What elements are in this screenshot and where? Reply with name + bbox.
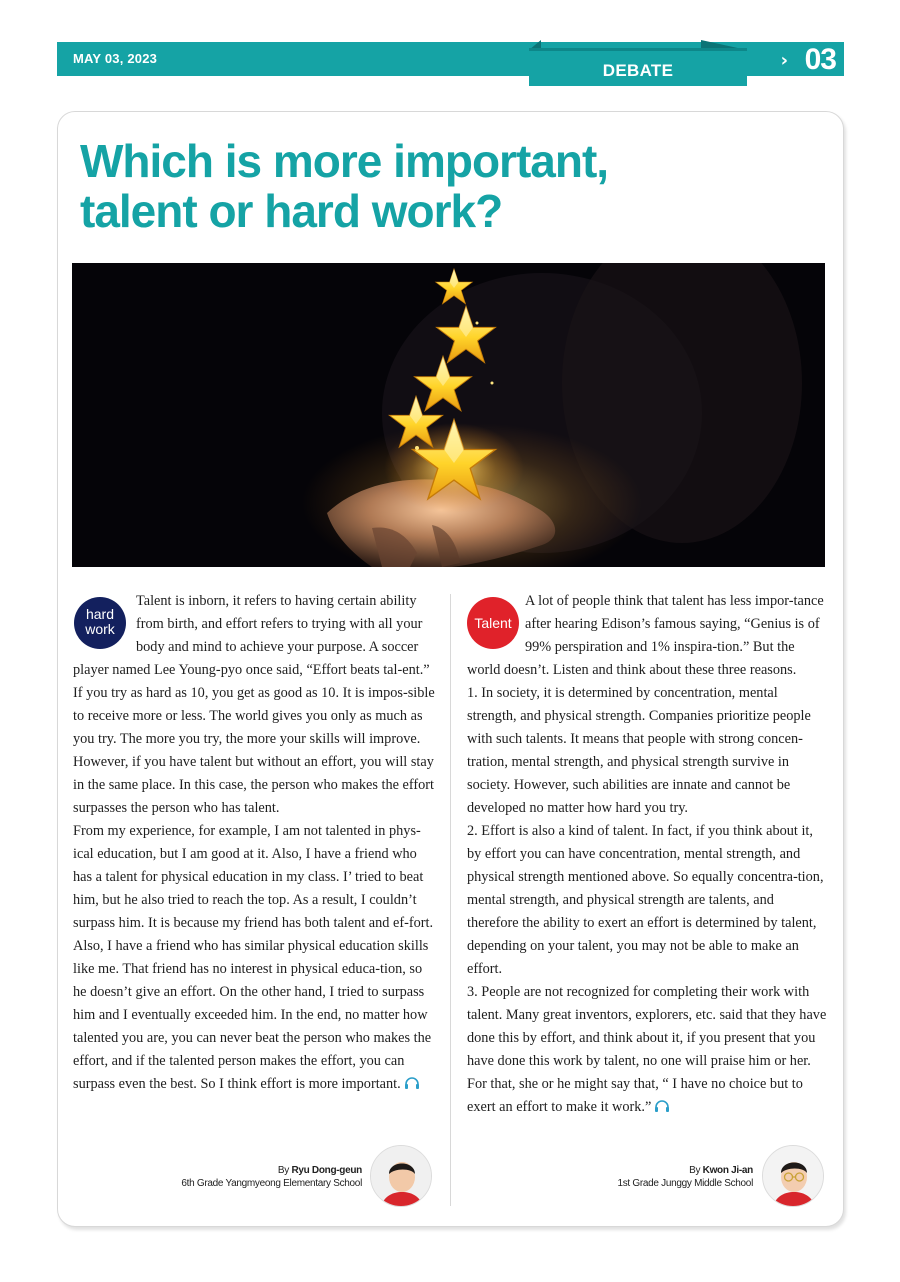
section-tab bbox=[529, 48, 747, 86]
paragraph: A lot of people think that talent has less impor-tance after hearing Edison’s famous saying, “Genius is of 99% perspiration and 1% inspira-tion.” But the world doesn’t. Listen and think about these three reasons. bbox=[467, 593, 824, 678]
badge-spacer bbox=[73, 590, 136, 647]
paragraph: 2. Effort is also a kind of talent. In fact, if you think about it, by effort you can have concentration, mental strength, and physical strength mentioned above. So equally concentra-tion, mental strength, and physical strength are talents, and therefore the ability to exert an effort is determined by talent, depending on your talent, you may not be able to make an effort. bbox=[467, 823, 824, 977]
section-label: DEBATE bbox=[602, 61, 674, 80]
badge-line-1: hard bbox=[85, 606, 115, 622]
paragraph: 1. In society, it is determined by concentration, mental strength, and physical strength. Companies prioritize people with such talents. It means that people with strong concen-tration, mental strength, and physical strength survive in society. However, such abilities are innate and cannot be developed no matter how hard you try. bbox=[467, 685, 811, 816]
column-divider bbox=[450, 594, 451, 1206]
stars-in-hand-illustration bbox=[72, 263, 825, 567]
hard-work-column bbox=[73, 590, 435, 1096]
student-portrait-icon bbox=[763, 1146, 824, 1207]
author-name: Ryu Dong-geun bbox=[291, 1165, 362, 1176]
student-portrait-icon bbox=[371, 1146, 432, 1207]
paragraph: If you try as hard as 10, you get as good as 10. It is impos-sible to receive more or less. The world gives you only as much as you try. The more you try, the more your skills will improve. However, if you have talent but without an effort, you will stay in the same place. In this case, the person who makes the effort surpasses the person who has talent. bbox=[73, 685, 435, 816]
author-name: Kwon Ji-an bbox=[702, 1165, 753, 1176]
page-number: 03 bbox=[804, 43, 836, 76]
title-line-1: Which is more important, bbox=[80, 135, 609, 187]
article-photo bbox=[72, 263, 825, 567]
byline-prefix: By bbox=[277, 1165, 289, 1176]
byline-prefix: By bbox=[689, 1165, 701, 1176]
paragraph bbox=[73, 820, 435, 1096]
badge-spacer bbox=[467, 590, 525, 647]
author-school: 6th Grade Yangmyeong Elementary School bbox=[181, 1178, 362, 1189]
avatar bbox=[370, 1145, 432, 1207]
title-line-2: talent or hard work? bbox=[80, 185, 503, 237]
author-school: 1st Grade Junggy Middle School bbox=[617, 1178, 753, 1189]
article-title bbox=[80, 136, 800, 236]
headphones-icon bbox=[654, 1100, 670, 1112]
issue-date: MAY 03, 2023 bbox=[73, 51, 158, 66]
paragraph-text: From my experience, for example, I am not talented in phys-ical education, but I am good at it. Also, I have a friend who has a talent for physical education in my class. I’ tried to beat him, but he also tried to reach the top. As a result, I couldn’t surpass him. It is because my friend has both talent and ef-fort. Also, I have a friend who has similar physical education skills like me. That friend has no interest in physical educa-tion, so he doesn’t give an effort. On the other hand, I tried to surpass him and I eventually exceeded him. In the end, no matter how talented you are, you can never beat the person who makes the effort, and if the talented person makes the effort, you can surpass even the best. So I think effort is more important. bbox=[73, 823, 434, 1092]
badge-line-2: work bbox=[85, 621, 115, 637]
paragraph bbox=[467, 981, 829, 1119]
left-byline bbox=[160, 1164, 362, 1190]
avatar bbox=[762, 1145, 824, 1207]
paragraph: Talent is inborn, it refers to having certain ability from birth, and effort refers to trying with all your body and mind to achieve your purpose. A soccer player named Lee Young-pyo once said, “Effort beats tal-ent.” bbox=[73, 593, 430, 678]
headphones-icon bbox=[404, 1077, 420, 1089]
chevron-right-icon: › bbox=[780, 50, 788, 71]
paragraph-text: 3. People are not recognized for completing their work with talent. Many great inventors, explorers, etc. said that they have done this by effort, and think about it, if you present that you have done this work by talent, no one will praise him or her. For that, she or he might say that, “ I have no choice but to exert an effort to make it work.” bbox=[467, 984, 827, 1115]
talent-badge: Talent bbox=[467, 597, 519, 649]
talent-column bbox=[467, 590, 829, 1119]
right-byline bbox=[553, 1164, 753, 1190]
